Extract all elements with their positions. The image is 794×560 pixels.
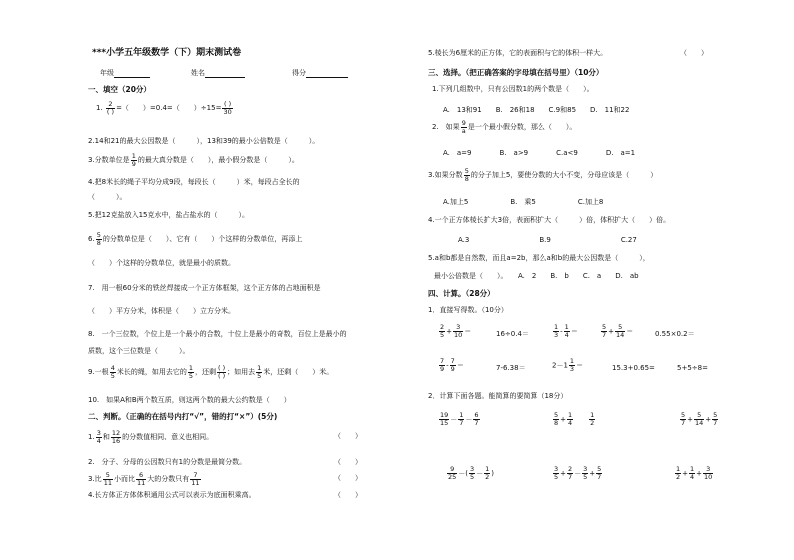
fraction: $\frac{5}{11}$ xyxy=(103,470,112,487)
grade-label: 年级 xyxy=(100,69,114,77)
r-q5: 5.棱长为6厘米的正方体，它的表面积与它的体积一样大。 xyxy=(428,49,608,57)
choice-5-line2: 最小公倍数是（ ）。 A. 2 B. b C. a D. ab xyxy=(434,272,639,280)
section-calc-title: 四、计算。（28分） xyxy=(428,289,495,298)
fraction: $\frac{9}{a}$ xyxy=(461,118,466,135)
calc-expr: $\frac{3}{5}$ + $\frac{2}{7}$ － $\frac{3}{5}$ + $\frac{5}{7}$ xyxy=(554,465,602,481)
calc-expr: 5+5÷8= xyxy=(677,364,708,372)
score-blank[interactable] xyxy=(306,70,348,78)
calc-part2-title: 2．计算下面各题。能简算的要简算（18分） xyxy=(428,392,568,400)
name-blank[interactable] xyxy=(205,70,245,78)
calc-expr: $\frac{9}{25}$ －( $\frac{3}{5}$ － $\frac{1}{2}$ ) xyxy=(448,465,495,481)
choice-4: 4.一个正方体棱长扩大3倍，表面积扩大（ ）倍，体积扩大（ ）倍。 xyxy=(428,216,671,224)
fraction: $\frac{3}{4}$ xyxy=(96,428,101,445)
choice-4-options: A.3 B.9 C.27 xyxy=(458,236,637,244)
section-fill-in-title: 一、填空（20分） xyxy=(88,85,151,94)
fraction: $\frac{1}{9}$ xyxy=(131,151,136,168)
q6-line2: （ ）个这样的分数单位，就是最小的质数。 xyxy=(88,259,235,267)
fraction: $\frac{7}{11}$ xyxy=(191,470,200,487)
calc-expr: 7-6.38＝ xyxy=(496,364,526,372)
q10: 10. 如果A和B两个数互质，则这两个数的最大公约数是（ ） xyxy=(88,396,291,404)
judge-1: 1. $\frac{3}{4}$ 和 $\frac{12}{16}$ 的分数值相同、意义也相同。 xyxy=(88,428,214,445)
grade-blank[interactable] xyxy=(114,70,150,78)
fraction: $\frac{12}{16}$ xyxy=(111,428,121,445)
calc-expr: $\frac{19}{15}$ － $\frac{1}{7}$ － $\frac{6}{7}$ xyxy=(440,411,479,427)
judge-1-answer-box[interactable]: （ ） xyxy=(334,432,362,440)
fraction: $\frac{6}{11}$ xyxy=(136,470,146,487)
judge-2: 2. 分子、分母的公因数只有1的分数是最简分数。 xyxy=(88,458,247,466)
section-true-false-title: 二、判断。（正确的在括号内打“√”，错的打“×”）(5分) xyxy=(88,412,278,421)
fraction: $\frac{4}{5}$ xyxy=(110,363,115,380)
calc-expr: 0.55×0.2＝ xyxy=(655,330,695,338)
fraction: $\frac{5}{8}$ xyxy=(96,230,101,247)
name-field xyxy=(191,69,245,78)
calc-part1-title: 1．直接写得数。（10分） xyxy=(428,306,508,314)
calc-expr: $\frac{1}{2}$ + $\frac{1}{4}$ + $\frac{3}{10}$ xyxy=(676,465,713,481)
calc-expr: 16÷0.4＝ xyxy=(496,330,529,338)
q2: 2.14和21的最大公因数是（ ），13和39的最小公倍数是（ ）。 xyxy=(88,137,320,145)
choice-2-options: A. a=9 B. a>9 C.a<9 D. a=1 xyxy=(443,149,636,157)
calc-expr: $\frac{5}{7}$ + $\frac{5}{14}$ + $\frac{5}{7}$ xyxy=(681,411,718,427)
calc-expr: 2－1 $\frac{1}{3}$ ＝ xyxy=(552,357,584,373)
judge-4-answer-box[interactable]: （ ） xyxy=(334,491,362,499)
q3: 3.分数单位是 $\frac{1}{9}$ 的最大真分数是（ ），最小假分数是（ ）。 xyxy=(88,151,299,168)
calc-expr: $\frac{5}{8}$ + $\frac{1}{4}$ $\frac{1}{2}$ xyxy=(554,411,595,427)
calc-expr: $\frac{2}{5}$ + $\frac{3}{10}$ ＝ xyxy=(440,323,472,339)
score-field xyxy=(292,69,348,78)
calc-expr: $\frac{1}{3}$ - $\frac{1}{4}$ ＝ xyxy=(554,323,578,339)
calc-expr: $\frac{7}{9}$ - $\frac{7}{9}$ ＝ xyxy=(440,357,464,373)
choice-3-options: A.加上5 B. 乘5 C.加上8 xyxy=(443,198,604,206)
choice-1: 1.下列几组数中，只有公因数1的两个数是（ ）。 xyxy=(432,85,594,93)
name-label: 姓名 xyxy=(191,69,205,77)
choice-5-line1: 5.a和b都是自然数，而且a=2b，那么a和b的最大公因数是（ ）， xyxy=(428,254,650,262)
q7-line2: （ ）平方分米，体积是（ ）立方分米。 xyxy=(88,307,235,315)
q4-line1: 4.把8米长的绳子平均分成9段，每段长（ ）米，每段占全长的 xyxy=(88,178,300,186)
score-label: 得分 xyxy=(292,69,306,77)
q8-line2: 质数，这个三位数是（ ）。 xyxy=(88,347,190,355)
calc-expr: $\frac{5}{7}$ + $\frac{5}{14}$ ＝ xyxy=(602,323,634,339)
judge-3-answer-box[interactable]: （ ） xyxy=(334,474,362,482)
fraction: ( ) 30 xyxy=(223,99,232,116)
q6-line1: 6. $\frac{5}{8}$ 的分数单位是（ ）、它有（ ）个这样的分数单位，再添上 xyxy=(88,230,303,247)
judge-2-answer-box[interactable]: （ ） xyxy=(334,458,362,466)
q4-line2: （ ）。 xyxy=(88,193,127,201)
judge-4: 4.长方体正方体体积通用公式可以表示为底面积乘高。 xyxy=(88,491,256,499)
judge-3: 3.比 $\frac{5}{11}$ 小而比 $\frac{6}{11}$ 大的分数只有 $\frac{7}{11}$ xyxy=(88,470,200,487)
grade-field xyxy=(100,69,150,78)
q8-line1: 8. 一个三位数，个位上是一个最小的合数，十位上是最小的奇数，百位上是最小的 xyxy=(88,330,347,338)
choice-3: 3.如果分数 $\frac{5}{8}$ 的分子加上5，要使分数的大小不变，分母应该是（ ） xyxy=(428,166,658,183)
q9: 9.一根 $\frac{4}{5}$ 米长的绳，如用去它的 $\frac{1}{5}$ ，还剩 ( ) ( ) ；如用去 $\frac{1}{5}$ 米，还剩（ ）米。 xyxy=(88,363,334,380)
fraction: $\frac{5}{8}$ xyxy=(464,166,469,183)
q7-line1: 7. 用一根60分米的铁丝焊接成一个正方体框架，这个正方体的占地面积是 xyxy=(88,284,321,292)
q1: 1. 2 ( ) =（ ）=0.4=（ ）÷15= ( ) 30 xyxy=(96,99,232,116)
fraction: $\frac{1}{5}$ xyxy=(188,363,193,380)
r-q5-answer-box[interactable]: （ ） xyxy=(680,49,708,57)
section-choice-title: 三、选择。（把正确答案的字母填在括号里）（10分） xyxy=(428,68,604,77)
choice-1-options: A. 13和91 B. 26和18 C.9和85 D. 11和22 xyxy=(443,106,630,114)
fraction: 2 ( ) xyxy=(106,99,115,116)
q5: 5.把12克盐放入15克水中，盐占盐水的（ ）。 xyxy=(88,211,249,219)
exam-title: ***小学五年级数学（下）期末测试卷 xyxy=(92,48,242,58)
fraction: $\frac{1}{5}$ xyxy=(257,363,262,380)
choice-2: 2. 如果 $\frac{9}{a}$ 是一个最小假分数，那么（ ）。 xyxy=(432,118,577,135)
fraction: ( ) ( ) xyxy=(217,363,226,380)
calc-expr: 15.3+0.65= xyxy=(612,364,655,372)
